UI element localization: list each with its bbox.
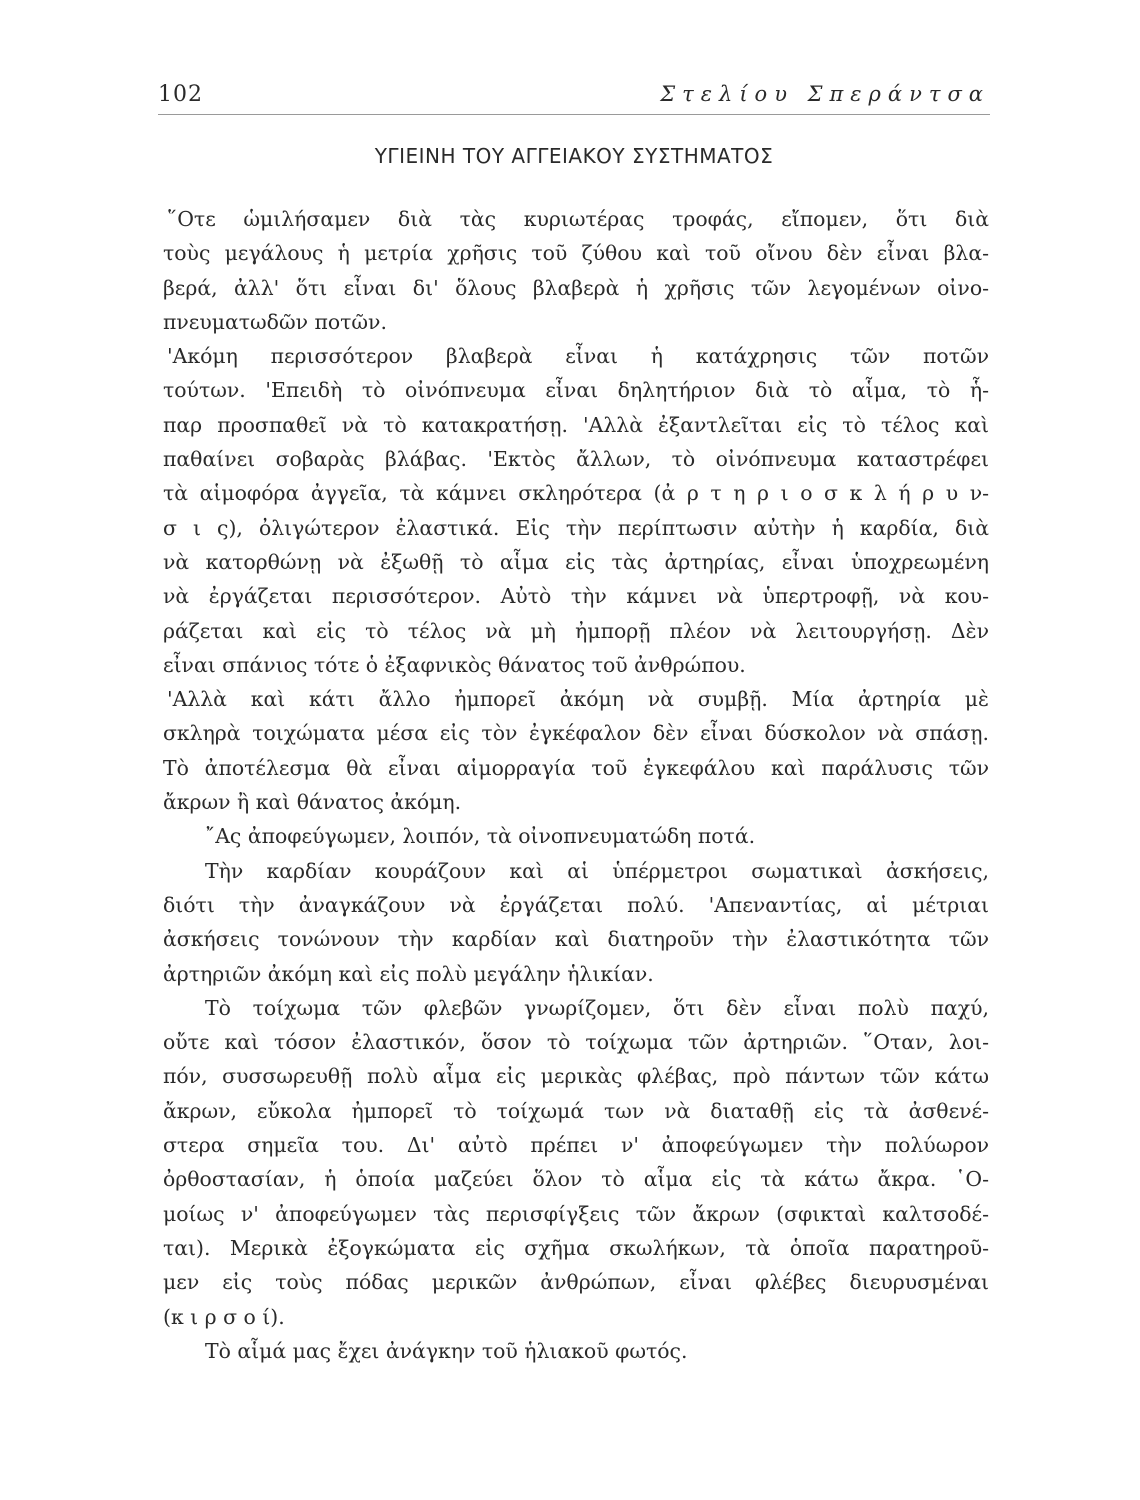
text-line: πόν, συσσωρευθῇ πολὺ αἷμα εἰς μερικὰς φλέβας, πρὸ πάντων τῶν κάτω [163, 1064, 989, 1089]
text-line: μεν εἰς τοὺς πόδας μερικῶν ἀνθρώπων, εἶναι φλέβες διευρυσμέναι [163, 1270, 989, 1295]
text-line: ἀρτηριῶν ἀκόμη καὶ εἰς πολὺ μεγάλην ἡλικίαν. [163, 961, 654, 986]
text-line: πνευματωδῶν ποτῶν. [163, 309, 387, 334]
chapter-title: ΥΓΙΕΙΝΗ ΤΟΥ ΑΓΓΕΙΑΚΟΥ ΣΥΣΤΗΜΑΤΟΣ [374, 144, 774, 168]
text-line: Τὴν καρδίαν κουράζουν καὶ αἱ ὑπέρμετροι σωματικαὶ ἀσκήσεις, [205, 858, 989, 883]
body-text [163, 202, 989, 1368]
page-number: 102 [158, 82, 203, 107]
text-line: τοὺς μεγάλους ἡ μετρία χρῆσις τοῦ ζύθου καὶ τοῦ οἴνου δὲν εἶναι βλα- [163, 241, 989, 266]
text-line: ται). Μερικὰ ἐξογκώματα εἰς σχῆμα σκωλήκων, τὰ ὁποῖα παρατηροῦ- [163, 1235, 989, 1260]
text-line: ῎Ας ἀποφεύγωμεν, λοιπόν, τὰ οἰνοπνευματώδη ποτά. [205, 824, 756, 849]
text-line: τούτων. 'Επειδὴ τὸ οἰνόπνευμα εἶναι δηλητήριον διὰ τὸ αἷμα, τὸ ἧ- [163, 378, 989, 403]
text-line: παθαίνει σοβαρὰς βλάβας. 'Εκτὸς ἄλλων, τὸ οἰνόπνευμα καταστρέφει [163, 447, 989, 472]
text-line: ὀρθοστασίαν, ἡ ὁποία μαζεύει ὅλον τὸ αἷμα εἰς τὰ κάτω ἄκρα. ῾Ο- [163, 1167, 989, 1192]
running-header [158, 78, 990, 115]
text-line: παρ προσπαθεῖ νὰ τὸ κατακρατήσῃ. 'Αλλὰ ἐξαντλεῖται εἰς τὸ τέλος καὶ [163, 412, 989, 437]
text-line: ἄκρων ἢ καὶ θάνατος ἀκόμη. [163, 790, 462, 815]
text-line: ἀσκήσεις τονώνουν τὴν καρδίαν καὶ διατηροῦν τὴν ἐλαστικότητα τῶν [163, 927, 989, 952]
text-line: ράζεται καὶ εἰς τὸ τέλος νὰ μὴ ἠμπορῇ πλέον νὰ λειτουργήσῃ. Δὲν [163, 618, 989, 643]
text-line: μοίως ν' ἀποφεύγωμεν τὰς περισφίγξεις τῶν ἄκρων (σφικταὶ καλτσοδέ- [163, 1201, 989, 1226]
text-line: νὰ ἐργάζεται περισσότερον. Αὐτὸ τὴν κάμνει νὰ ὑπερτροφῇ, νὰ κου- [163, 584, 989, 609]
running-header-author: Στελίου Σπεράντσα [660, 82, 990, 106]
text-line: Τὸ αἷμά μας ἔχει ἀνάγκην τοῦ ἡλιακοῦ φωτός. [205, 1338, 688, 1363]
text-line: Τὸ ἀποτέλεσμα θὰ εἶναι αἱμορραγία τοῦ ἐγκεφάλου καὶ παράλυσις τῶν [163, 755, 989, 780]
text-line: διότι τὴν ἀναγκάζουν νὰ ἐργάζεται πολύ. 'Απεναντίας, αἱ μέτριαι [163, 892, 989, 917]
text-line: βερά, ἀλλ' ὅτι εἶναι δι' ὅλους βλαβερὰ ἡ χρῆσις τῶν λεγομένων οἰνο- [163, 275, 989, 300]
text-line: 'Αλλὰ καὶ κάτι ἄλλο ἠμπορεῖ ἀκόμη νὰ συμβῇ. Μία ἀρτηρία μὲ [167, 687, 989, 712]
text-line: τὰ αἱμοφόρα ἀγγεῖα, τὰ κάμνει σκληρότερα (ἀ ρ τ η ρ ι ο σ κ λ ή ρ υ ν- [163, 481, 989, 506]
text-line: στερα σημεῖα του. Δι' αὐτὸ πρέπει ν' ἀποφεύγωμεν τὴν πολύωρον [163, 1133, 989, 1158]
text-line: σ ι ς), ὀλιγώτερον ἐλαστικά. Εἰς τὴν περίπτωσιν αὐτὴν ἡ καρδία, διὰ [163, 515, 989, 540]
text-line: ἄκρων, εὔκολα ἠμπορεῖ τὸ τοίχωμά των νὰ διαταθῇ εἰς τὰ ἀσθενέ- [163, 1098, 989, 1123]
text-line: 'Ακόμη περισσότερον βλαβερὰ εἶναι ἡ κατάχρησις τῶν ποτῶν [167, 344, 989, 369]
text-line: (κ ι ρ σ ο ί). [163, 1304, 285, 1329]
text-line: νὰ κατορθώνῃ νὰ ἐξωθῇ τὸ αἷμα εἰς τὰς ἀρτηρίας, εἶναι ὑποχρεωμένη [163, 549, 989, 574]
text-line: σκληρὰ τοιχώματα μέσα εἰς τὸν ἐγκέφαλον δὲν εἶναι δύσκολον νὰ σπάσῃ. [163, 721, 989, 746]
text-line: οὔτε καὶ τόσον ἐλαστικόν, ὅσον τὸ τοίχωμα τῶν ἀρτηριῶν. ῞Οταν, λοι- [163, 1030, 989, 1055]
text-line: ῞Οτε ὡμιλήσαμεν διὰ τὰς κυριωτέρας τροφάς, εἴπομεν, ὅτι διὰ [167, 207, 989, 231]
text-line: εἶναι σπάνιος τότε ὁ ἐξαφνικὸς θάνατος τοῦ ἀνθρώπου. [163, 652, 746, 677]
text-line: Τὸ τοίχωμα τῶν φλεβῶν γνωρίζομεν, ὅτι δὲν εἶναι πολὺ παχύ, [205, 995, 989, 1020]
